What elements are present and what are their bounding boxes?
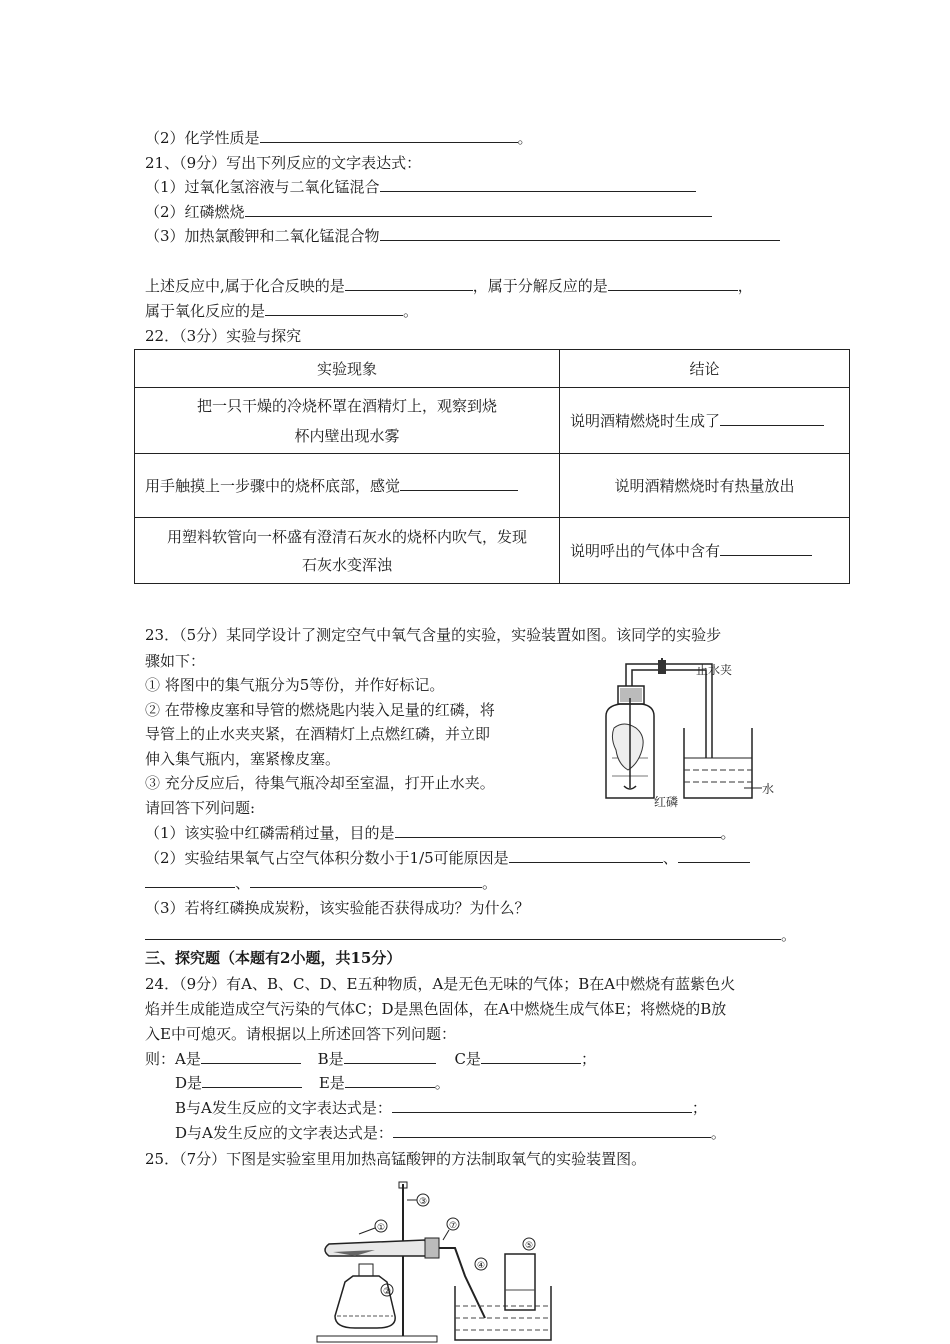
- experiment-table: [134, 349, 850, 584]
- q23-q3: （3）若将红磷换成炭粉，该实验能否获得成功？为什么？: [145, 899, 530, 917]
- answer-blank[interactable]: [392, 1098, 692, 1113]
- red-phosphorus-smoke: [612, 724, 643, 770]
- section-title: 三、探究题（本题有2小题，共15分）: [145, 949, 402, 967]
- q24-answers-1: 则：A是 B是 C是 ；: [145, 1050, 596, 1068]
- answer-blank[interactable]: [145, 873, 235, 888]
- q23-step: ① 将图中的集气瓶分为5等份，并作好标记。: [145, 676, 445, 694]
- oxygen-measurement-apparatus: [584, 658, 784, 808]
- q24-line1: 24．（9分）有A、B、C、D、E五种物质，A是无色无味的气体；B在A中燃烧有蓝紫色火: [145, 975, 736, 993]
- q23-q2: （2）实验结果氧气占空气体积分数小于1/5可能原因是 、: [145, 848, 750, 868]
- table-row: 把一只干燥的冷烧杯罩在酒精灯上，观察到烧 杯内壁出现水雾 说明酒精燃烧时生成了: [135, 388, 850, 454]
- q21-classify-2: 属于氧化反应的是 。: [145, 302, 419, 320]
- q23-step: ② 在带橡皮塞和导管的燃烧匙内装入足量的红磷，将: [145, 701, 495, 719]
- svg-text:④: ④: [477, 1261, 486, 1271]
- q24-eq-da: D与A发生反应的文字表达式是： 。: [175, 1124, 726, 1142]
- svg-text:止水夹: 止水夹: [696, 663, 733, 677]
- q22-title: 22．（3分）实验与探究: [145, 327, 302, 345]
- answer-blank[interactable]: [345, 276, 473, 291]
- answer-blank[interactable]: [250, 873, 482, 888]
- test-tube: [325, 1240, 427, 1256]
- gas-collecting-bottle: [505, 1254, 535, 1310]
- table-row: 用手触摸上一步骤中的烧杯底部，感觉 说明酒精燃烧时有热量放出: [135, 454, 850, 518]
- q21-title: 21、（9分）写出下列反应的文字表达式：: [145, 154, 422, 172]
- q21-classify: 上述反应中,属于化合反映的是 ，属于分解反应的是 ，: [145, 277, 753, 295]
- answer-blank[interactable]: [260, 128, 518, 143]
- stand-base: [317, 1336, 437, 1342]
- answer-blank[interactable]: [400, 476, 518, 491]
- q24-answers-2: D是 E是 。: [175, 1074, 450, 1092]
- answer-blank[interactable]: [720, 411, 824, 426]
- svg-text:红磷: 红磷: [654, 795, 679, 808]
- q23-step: 导管上的止水夹夹紧，在酒精灯上点燃红磷，并立即: [145, 725, 491, 743]
- answer-blank[interactable]: [345, 1073, 435, 1088]
- answer-blank[interactable]: [678, 848, 750, 863]
- svg-text:水: 水: [762, 782, 775, 796]
- q21-item-2: （2）红磷燃烧: [145, 202, 712, 222]
- svg-text:⑦: ⑦: [449, 1221, 458, 1231]
- clamp: [658, 660, 666, 674]
- answer-blank[interactable]: [608, 276, 738, 291]
- answer-blank[interactable]: [720, 541, 812, 556]
- q23-q3-answer: 。: [145, 925, 796, 945]
- answer-blank[interactable]: [509, 848, 663, 863]
- table-row: 用塑料软管向一杯盛有澄清石灰水的烧杯内吹气，发现 石灰水变浑浊 说明呼出的气体中含有: [135, 518, 850, 584]
- answer-blank[interactable]: [393, 1123, 711, 1138]
- answer-blank[interactable]: [380, 226, 780, 241]
- q23-title: 23．（5分）某同学设计了测定空气中氧气含量的实验，实验装置如图。该同学的实验步: [145, 626, 722, 644]
- answer-blank[interactable]: [395, 823, 721, 838]
- kmno4-oxygen-apparatus: [315, 1178, 565, 1344]
- q24-line2: 焰并生成能造成空气污染的气体C；D是黑色固体，在A中燃烧生成气体E；将燃烧的B放: [145, 1000, 727, 1018]
- q21-item-3: （3）加热氯酸钾和二氧化锰混合物: [145, 226, 780, 246]
- svg-text:①: ①: [377, 1223, 386, 1233]
- q23-q2-cont: 、 。: [145, 873, 497, 893]
- answer-blank[interactable]: [202, 1073, 302, 1088]
- q23-title-2: 骤如下：: [145, 652, 206, 670]
- q23-prompt: 请回答下列问题:: [145, 799, 256, 817]
- svg-text:③: ③: [419, 1197, 428, 1207]
- q21-item-1: （1）过氧化氢溶液与二氧化锰混合: [145, 177, 696, 197]
- q23-step: 伸入集气瓶内，塞紧橡皮塞。: [145, 750, 341, 768]
- q24-eq-ba: B与A发生反应的文字表达式是： ；: [175, 1099, 707, 1117]
- svg-text:②: ②: [383, 1287, 392, 1297]
- stopper: [425, 1238, 439, 1258]
- q23-step: ③ 充分反应后，待集气瓶冷却至室温，打开止水夹。: [145, 774, 495, 792]
- answer-blank[interactable]: [481, 1049, 581, 1064]
- q24-line3: 入E中可熄灭。请根据以上所述回答下列问题：: [145, 1025, 456, 1043]
- beaker: [684, 728, 752, 798]
- header-observation: 实验现象: [135, 350, 560, 388]
- svg-text:⑤: ⑤: [525, 1241, 534, 1251]
- answer-blank[interactable]: [344, 1049, 436, 1064]
- answer-blank[interactable]: [245, 202, 712, 217]
- answer-blank[interactable]: [201, 1049, 301, 1064]
- answer-blank[interactable]: [265, 301, 403, 316]
- q23-q1: （1）该实验中红磷需稍过量，目的是 。: [145, 824, 736, 842]
- q20-part2: （2）化学性质是 。: [145, 129, 533, 147]
- header-conclusion: 结论: [560, 350, 850, 388]
- q25-title: 25．（7分）下图是实验室里用加热高锰酸钾的方法制取氧气的实验装置图。: [145, 1150, 647, 1168]
- answer-blank[interactable]: [145, 925, 781, 940]
- water-trough: [455, 1286, 551, 1340]
- answer-blank[interactable]: [380, 177, 696, 192]
